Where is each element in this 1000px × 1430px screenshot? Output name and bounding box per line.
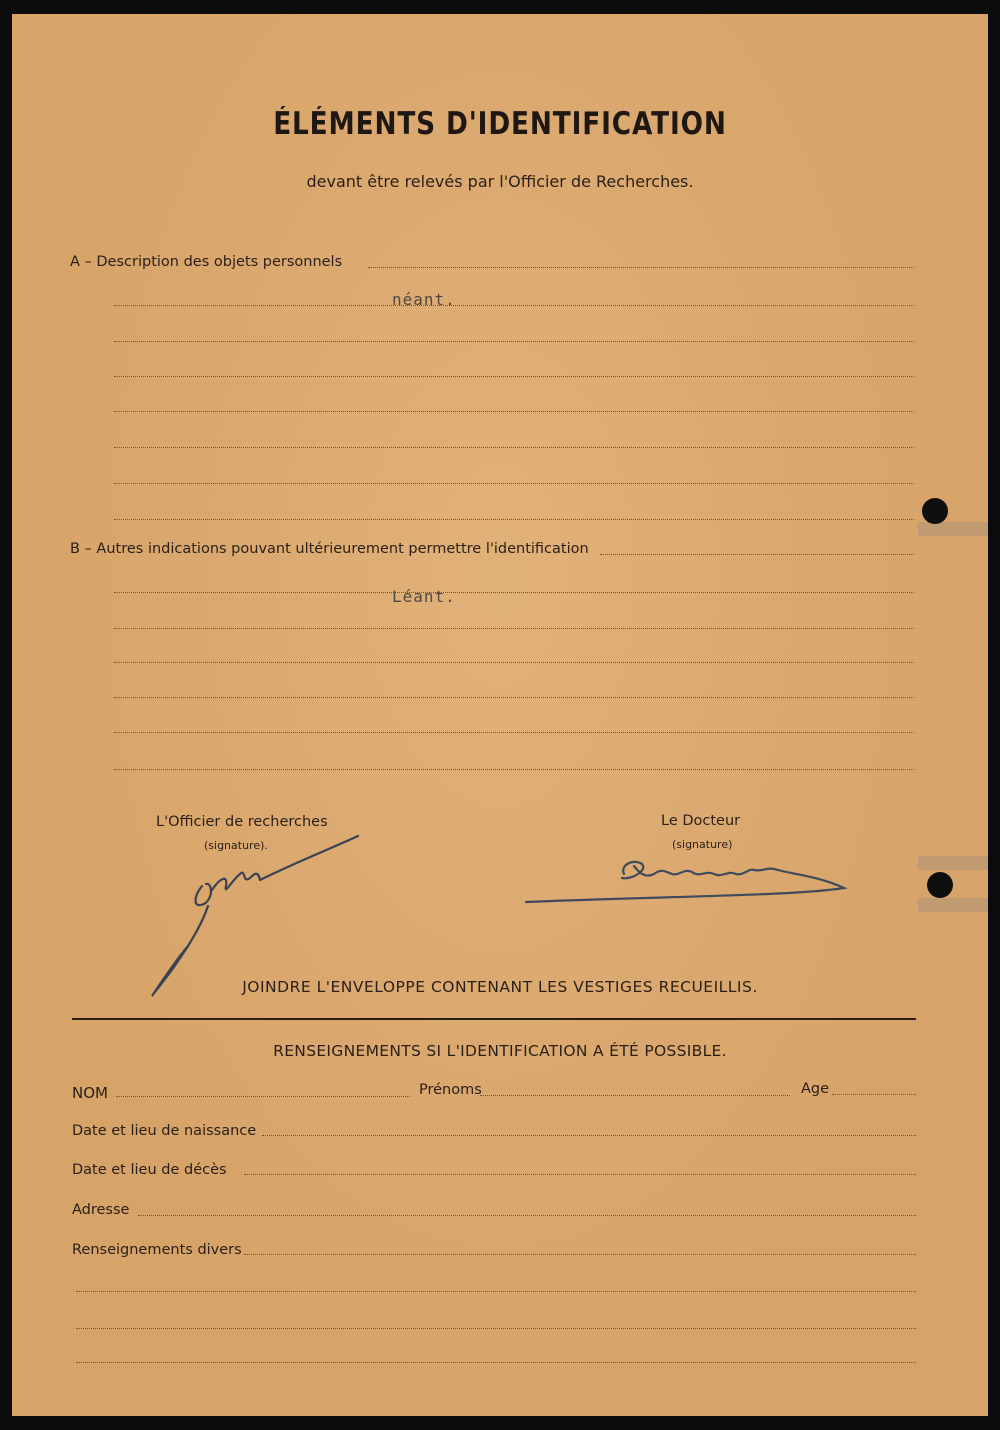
prenoms-label: Prénoms [419, 1082, 482, 1098]
officer-signature-note: (signature). [204, 839, 268, 852]
section-a-line-6 [114, 447, 914, 448]
section-b-line-5 [114, 697, 914, 698]
section-b-line-4 [114, 662, 914, 663]
adresse-line [138, 1215, 916, 1216]
divers-line-1 [244, 1254, 916, 1255]
section-a-label: A – Description des objets personnels [70, 254, 343, 270]
section-b-line-2 [114, 592, 914, 593]
prenoms-line [480, 1095, 790, 1096]
deces-line [244, 1174, 916, 1175]
nom-line [116, 1096, 410, 1097]
divers-line-3 [76, 1328, 916, 1329]
document-sheet [12, 14, 988, 1416]
page-title: ÉLÉMENTS D'IDENTIFICATION [273, 106, 727, 142]
naissance-line [262, 1135, 916, 1136]
section-b-line-7 [114, 769, 914, 770]
section-a-line-7 [114, 483, 914, 484]
section-a-line-3 [114, 341, 914, 342]
section-b-label: B – Autres indications pouvant ultérieurement permettre l'identification [70, 541, 589, 557]
section-a-line-8 [114, 519, 914, 520]
doctor-signature-note: (signature) [672, 838, 733, 851]
divers-label: Renseignements divers [72, 1242, 242, 1258]
age-label: Age [801, 1081, 830, 1097]
doctor-title: Le Docteur [661, 813, 741, 829]
section-a-line-2 [114, 305, 914, 306]
section-a-line-5 [114, 411, 914, 412]
scan-artifact-strip [918, 898, 988, 912]
section-a-line-1 [368, 267, 914, 268]
doctor-signature-mark [522, 844, 852, 914]
section-b-line-1 [600, 554, 914, 555]
page-subtitle: devant être relevés par l'Officier de Recherches. [306, 172, 694, 191]
punch-hole-bottom [927, 872, 953, 898]
section-b-line-6 [114, 732, 914, 733]
instruction-text: JOINDRE L'ENVELOPPE CONTENANT LES VESTIGES RECUEILLIS. [242, 978, 758, 996]
section-divider [72, 1018, 916, 1020]
section-a-typed-value: néant. [392, 290, 456, 309]
age-line [832, 1094, 916, 1095]
identification-heading: RENSEIGNEMENTS SI L'IDENTIFICATION A ÉTÉ POSSIBLE. [273, 1042, 727, 1060]
section-b-typed-value: Léant. [392, 587, 456, 606]
deces-label: Date et lieu de décès [72, 1162, 227, 1178]
officer-title: L'Officier de recherches [156, 814, 328, 830]
scan-artifact-strip [918, 522, 988, 536]
divers-line-2 [76, 1291, 916, 1292]
divers-line-4 [76, 1362, 916, 1363]
nom-label: NOM [72, 1084, 108, 1102]
section-a-line-4 [114, 376, 914, 377]
naissance-label: Date et lieu de naissance [72, 1123, 257, 1139]
scan-artifact-strip [918, 856, 988, 870]
punch-hole-top [922, 498, 948, 524]
section-b-line-3 [114, 628, 914, 629]
adresse-label: Adresse [72, 1202, 130, 1218]
